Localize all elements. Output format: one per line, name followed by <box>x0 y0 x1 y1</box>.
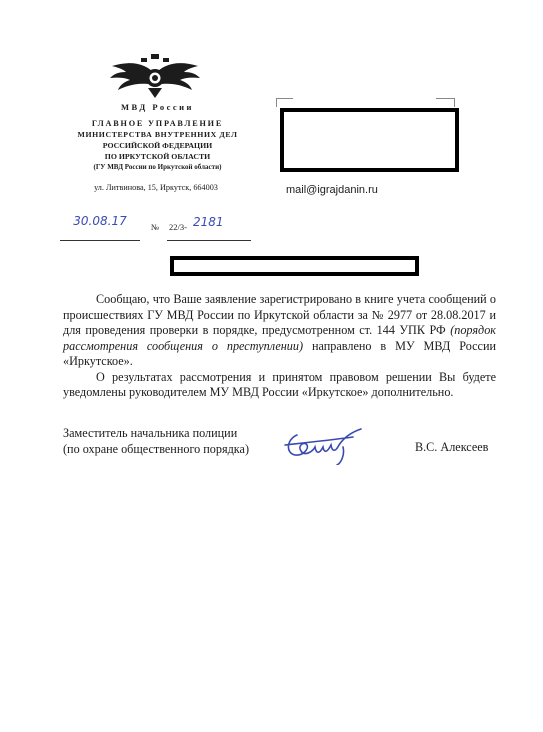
address-corner-mark-right <box>436 98 455 107</box>
body-paragraph-2: О результатах рассмотрения и принятом правовом решении Вы будете уведомлены руководителем МУ МВД России «Иркутское» дополнительно. <box>63 369 496 399</box>
body-paragraph-1 <box>63 292 496 370</box>
letter-body <box>63 292 496 401</box>
handwritten-signature-icon <box>283 425 369 465</box>
signatory-title-line-2: (по охране общественного порядка) <box>63 442 250 456</box>
number-prefix: 22/3- <box>169 222 187 232</box>
agency-line-1: ГЛАВНОЕ УПРАВЛЕНИЕ <box>91 119 224 128</box>
body-p1-tail: направлено в МУ МВД России «Иркутское». <box>63 338 496 368</box>
date-underline <box>60 228 140 241</box>
agency-line-2: МИНИСТЕРСТВА ВНУТРЕННИХ ДЕЛ <box>77 130 238 139</box>
agency-line-3: РОССИЙСКОЙ ФЕДЕРАЦИИ <box>102 141 213 150</box>
redacted-salutation-block <box>170 256 419 276</box>
number-handwritten: 2181 <box>193 215 224 229</box>
signatory-title-line-1: Заместитель начальника полиции <box>63 426 238 440</box>
signatory-title <box>63 425 249 457</box>
agency-line-5: (ГУ МВД России по Иркутской области) <box>93 163 222 171</box>
agency-line-4: ПО ИРКУТСКОЙ ОБЛАСТИ <box>104 152 211 161</box>
address-corner-mark-left <box>276 98 293 107</box>
agency-short-name: МВД России <box>121 102 194 112</box>
body-p1-text: Сообщаю, что Ваше заявление зарегистрировано в книге учета сообщений о происшествиях ГУ МВД России по Иркутской области за № 2977 от 28.08.2017 и для проведения проверки в порядке, предусмотренном ст. 144 УПК РФ <box>63 292 496 337</box>
agency-address: ул. Литвинова, 15, Иркутск, 664003 <box>94 183 218 192</box>
body-p1-italic: (порядок рассмотрения сообщения о преступлении) <box>63 323 496 353</box>
number-label: № <box>151 222 160 232</box>
recipient-email: mail@igrajdanin.ru <box>286 184 378 196</box>
redacted-recipient-block <box>280 108 459 172</box>
registration-date: 30.08.17 <box>73 214 127 228</box>
signatory-name: В.С. Алексеев <box>415 440 489 454</box>
mvd-emblem-icon <box>108 52 202 98</box>
